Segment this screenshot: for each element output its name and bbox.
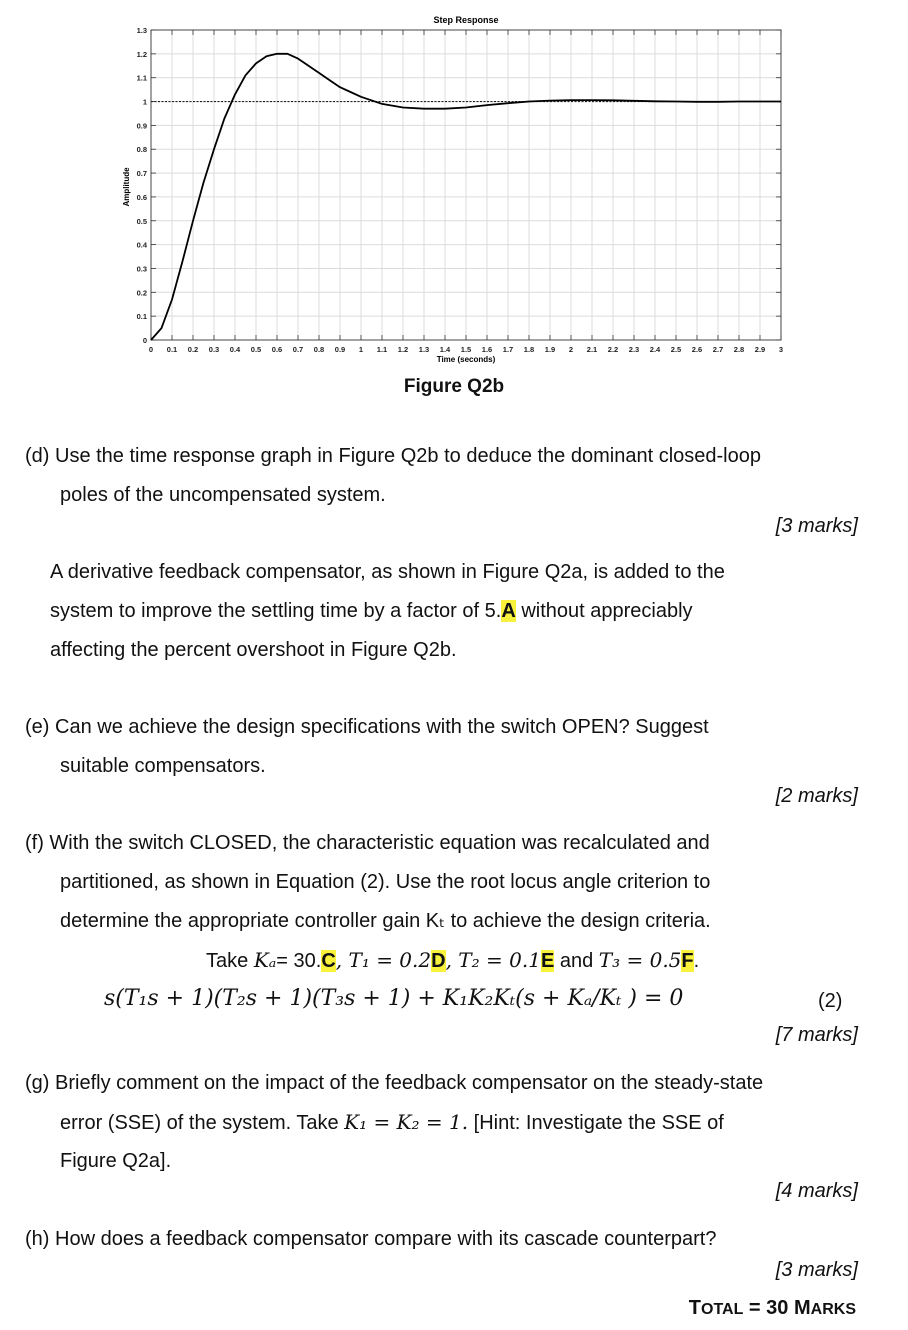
y-tick-label: 1.2 (136, 49, 147, 59)
y-tick-label: 1.3 (136, 26, 147, 35)
x-tick-label: 1.6 (481, 345, 493, 354)
question-h-line1: (h) How does a feedback compensator compare with its cascade counterpart? (25, 1228, 717, 1250)
y-tick-label: 1.1 (136, 73, 147, 83)
total-marks: TOTAL = 30 MARKS (688, 1297, 856, 1319)
x-tick-label: 2.1 (586, 345, 598, 354)
intro-line2: system to improve the settling time by a factor of 5.A without appreciably (50, 600, 693, 622)
y-tick-label: 0.7 (136, 169, 147, 179)
question-g-line1: (g) Briefly comment on the impact of the feedback compensator on the steady-state (25, 1072, 764, 1094)
question-d-line2: poles of the uncompensated system. (60, 484, 386, 506)
question-f-parameters: Take Kₐ= 30.C, T₁ = 0.2D, T₂ = 0.1E and T₃ = 0.5F. (206, 948, 700, 972)
x-tick-label: 1.3 (418, 345, 430, 354)
question-f-line3: determine the appropriate controller gain Kₜ to achieve the design criteria. (60, 910, 711, 932)
y-tick-label: 0.8 (136, 145, 147, 155)
question-g-marks: [4 marks] (775, 1180, 858, 1202)
step-response-chart (0, 0, 908, 372)
x-tick-label: 1.5 (460, 345, 472, 354)
question-d-marks: [3 marks] (775, 515, 858, 537)
question-d-line1: (d) Use the time response graph in Figure Q2b to deduce the dominant closed-loop (25, 445, 761, 467)
x-tick-label: 0.4 (229, 345, 241, 354)
x-tick-label: 1.8 (523, 345, 535, 354)
chart-title: Step Response (433, 15, 499, 25)
y-tick-label: 0 (142, 336, 147, 345)
intro-line1: A derivative feedback compensator, as shown in Figure Q2a, is added to the (50, 561, 725, 583)
equation-2: s(T₁s + 1)(T₂s + 1)(T₃s + 1) + K₁K₂Kₜ(s + Kₐ/Kₜ ) = 0 (104, 986, 684, 1011)
x-tick-label: 0.3 (208, 345, 220, 354)
question-h-marks: [3 marks] (775, 1259, 858, 1281)
question-g-line2: error (SSE) of the system. Take K₁ = K₂ = 1. [Hint: Investigate the SSE of (60, 1110, 724, 1134)
x-tick-label: 2.3 (628, 345, 640, 354)
x-tick-label: 0.7 (292, 345, 304, 354)
x-tick-label: 1.2 (397, 345, 409, 354)
x-tick-label: 1.9 (544, 345, 556, 354)
equation-number: (2) (818, 990, 843, 1012)
question-e-marks: [2 marks] (775, 785, 858, 807)
question-f-line2: partitioned, as shown in Equation (2). Use the root locus angle criterion to (60, 871, 711, 893)
x-tick-label: 1.1 (376, 345, 388, 354)
y-tick-label: 0.6 (136, 192, 147, 202)
y-tick-label: 0.1 (136, 312, 147, 322)
question-e-line2: suitable compensators. (60, 755, 266, 777)
y-tick-label: 0.5 (136, 216, 147, 226)
x-tick-label: 1.7 (502, 345, 514, 354)
x-tick-label: 2.4 (649, 345, 661, 354)
highlight-c: C (321, 950, 336, 972)
x-tick-label: 0.6 (271, 345, 283, 354)
x-tick-label: 0.1 (166, 345, 178, 354)
x-tick-label: 3 (778, 345, 784, 354)
chart-ticks (137, 26, 784, 354)
chart-y-label: Amplitude (122, 167, 131, 207)
question-f-line1: (f) With the switch CLOSED, the characteristic equation was recalculated and (25, 832, 710, 854)
y-tick-label: 0.9 (136, 121, 147, 131)
x-tick-label: 2.2 (607, 345, 619, 354)
x-tick-label: 2.7 (712, 345, 724, 354)
question-f-marks: [7 marks] (775, 1024, 858, 1046)
x-tick-label: 2.6 (691, 345, 703, 354)
highlight-a: A (501, 600, 516, 622)
intro-line3: affecting the percent overshoot in Figure Q2b. (50, 639, 457, 661)
highlight-f: F (681, 950, 694, 972)
figure-caption: Figure Q2b (403, 376, 505, 397)
question-e-line1: (e) Can we achieve the design specifications with the switch OPEN? Suggest (25, 716, 709, 738)
x-tick-label: 2.9 (754, 345, 766, 354)
x-tick-label: 2.8 (733, 345, 745, 354)
x-tick-label: 0 (148, 345, 154, 354)
x-tick-label: 0.5 (250, 345, 262, 354)
y-tick-label: 0.3 (136, 264, 147, 274)
y-tick-label: 0.4 (136, 240, 147, 250)
x-tick-label: 0.8 (313, 345, 325, 354)
x-tick-label: 1 (358, 345, 364, 354)
highlight-e: E (540, 950, 555, 972)
question-g-line3: Figure Q2a]. (60, 1150, 172, 1172)
x-tick-label: 2 (568, 345, 574, 354)
y-tick-label: 1 (142, 97, 147, 107)
x-tick-label: 1.4 (439, 345, 451, 354)
x-tick-label: 0.9 (334, 345, 346, 354)
x-tick-label: 2.5 (670, 345, 682, 354)
highlight-d: D (431, 950, 446, 972)
chart-x-label: Time (seconds) (436, 355, 496, 364)
x-tick-label: 0.2 (187, 345, 199, 354)
y-tick-label: 0.2 (136, 288, 147, 298)
